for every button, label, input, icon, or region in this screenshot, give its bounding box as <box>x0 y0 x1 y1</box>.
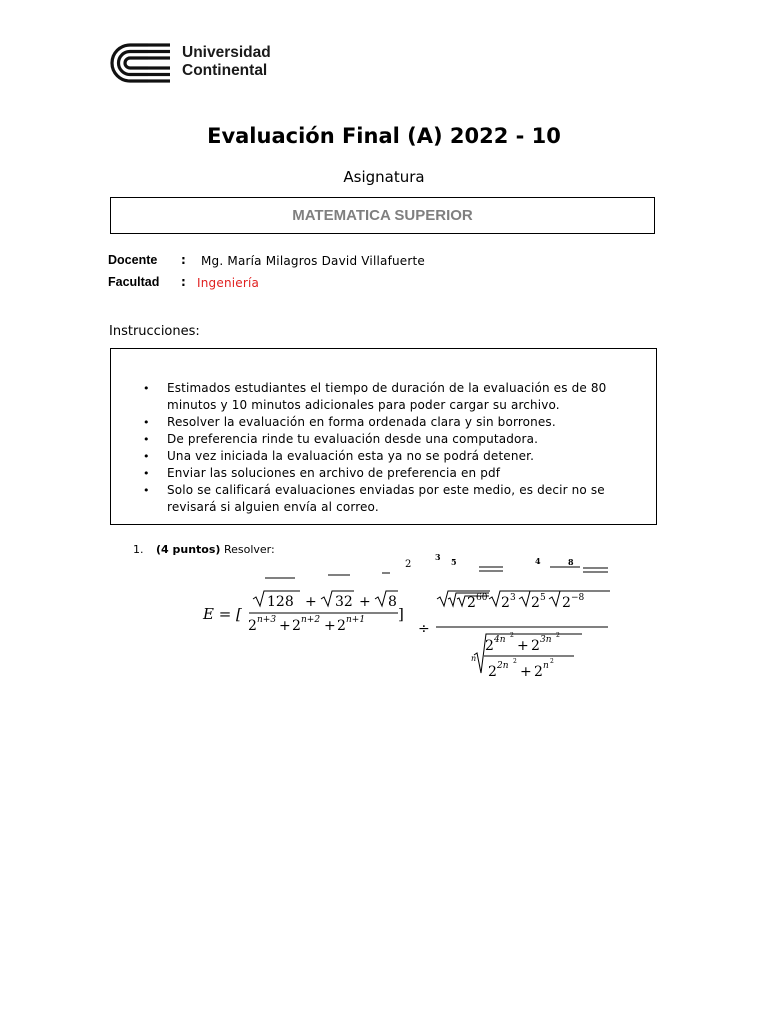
instruction-item: • Una vez iniciada la evaluación esta ya no se podrá detener. <box>167 448 611 465</box>
docente-label: Docente <box>108 253 158 267</box>
instruction-item: • Resolver la evaluación en forma ordenada clara y sin borrones. <box>167 414 611 431</box>
plus-sign: + <box>517 638 529 654</box>
inner-sq: 2 <box>510 632 514 639</box>
ghost-digit: 3 <box>435 552 441 562</box>
inner-base: 2 <box>531 638 540 654</box>
plus-sign: + <box>520 664 532 680</box>
logo-line-2: Continental <box>182 62 268 79</box>
instruction-item: • De preferencia rinde tu evaluación desde una computadora. <box>167 431 611 448</box>
divide-sign: ÷ <box>418 621 430 637</box>
facultad-label: Facultad <box>108 275 160 289</box>
radicand-8: 8 <box>388 594 397 610</box>
right-exp: 60 <box>476 593 488 603</box>
subject-box: MATEMATICA SUPERIOR <box>110 197 655 234</box>
den-exp: n+3 <box>257 615 277 625</box>
formula <box>195 550 625 690</box>
instructions-list <box>167 380 611 516</box>
instructions-title: Instrucciones: <box>109 324 200 339</box>
inner-sq: 2 <box>556 632 560 639</box>
inner-exp: 3n <box>540 635 552 645</box>
instructions-box <box>110 348 657 525</box>
instruction-item: • Solo se calificará evaluaciones enviadas por este medio, es decir no se revisará si alguien envía al correo. <box>167 482 611 516</box>
den-base: 2 <box>337 618 346 634</box>
question-instruction: Resolver: <box>223 543 275 556</box>
instruction-item: • Enviar las soluciones en archivo de preferencia en pdf <box>167 465 611 482</box>
facultad-colon: : <box>181 275 186 289</box>
plus-sign: + <box>359 594 371 610</box>
radicand-128: 128 <box>267 594 294 610</box>
logo-text <box>182 44 271 80</box>
instruction-item: • Estimados estudiantes el tiempo de duración de la evaluación es de 80 minutos y 10 minutos adicionales para poder cargar su archivo. <box>167 380 611 414</box>
right-exp: 3 <box>510 593 516 603</box>
right-exp: −8 <box>571 593 585 603</box>
plus-sign: + <box>279 618 291 634</box>
ghost-digit: 5 <box>451 557 457 567</box>
right-base: 2 <box>562 595 571 611</box>
right-base: 2 <box>467 595 476 611</box>
den-base: 2 <box>292 618 301 634</box>
inner-exp: n <box>543 661 549 671</box>
ghost-digit: 4 <box>535 556 541 566</box>
inner-base: 2 <box>488 664 497 680</box>
ghost-digit: 2 <box>405 559 412 570</box>
plus-sign: + <box>305 594 317 610</box>
right-exp: 5 <box>540 593 546 603</box>
inner-base: 2 <box>485 638 494 654</box>
radicand-32: 32 <box>335 594 353 610</box>
docente-colon: : <box>181 253 186 267</box>
inner-base: 2 <box>534 664 543 680</box>
facultad-value: Ingeniería <box>197 276 260 290</box>
inner-exp: 4n <box>494 635 506 645</box>
right-base: 2 <box>501 595 510 611</box>
formula-lhs: E = [ <box>203 605 242 623</box>
inner-sq: 2 <box>513 658 517 665</box>
question-points: (4 puntos) <box>156 543 221 556</box>
logo-line-1: Universidad <box>182 44 271 61</box>
ghost-digit: 8 <box>568 557 574 567</box>
den-exp: n+1 <box>346 615 366 625</box>
question-number: 1. <box>133 543 144 556</box>
root-index: n <box>471 654 477 663</box>
inner-sq: 2 <box>550 658 554 665</box>
plus-sign: + <box>324 618 336 634</box>
den-exp: n+2 <box>301 615 321 625</box>
docente-value: Mg. María Milagros David Villafuerte <box>201 254 426 268</box>
exam-title: Evaluación Final (A) 2022 - 10 <box>207 124 561 148</box>
right-base: 2 <box>531 595 540 611</box>
subject-label: Asignatura <box>343 168 425 186</box>
den-base: 2 <box>248 618 257 634</box>
university-logo-icon <box>108 42 172 84</box>
formula-close-bracket: ] <box>398 605 404 623</box>
inner-exp: 2n <box>497 661 509 671</box>
